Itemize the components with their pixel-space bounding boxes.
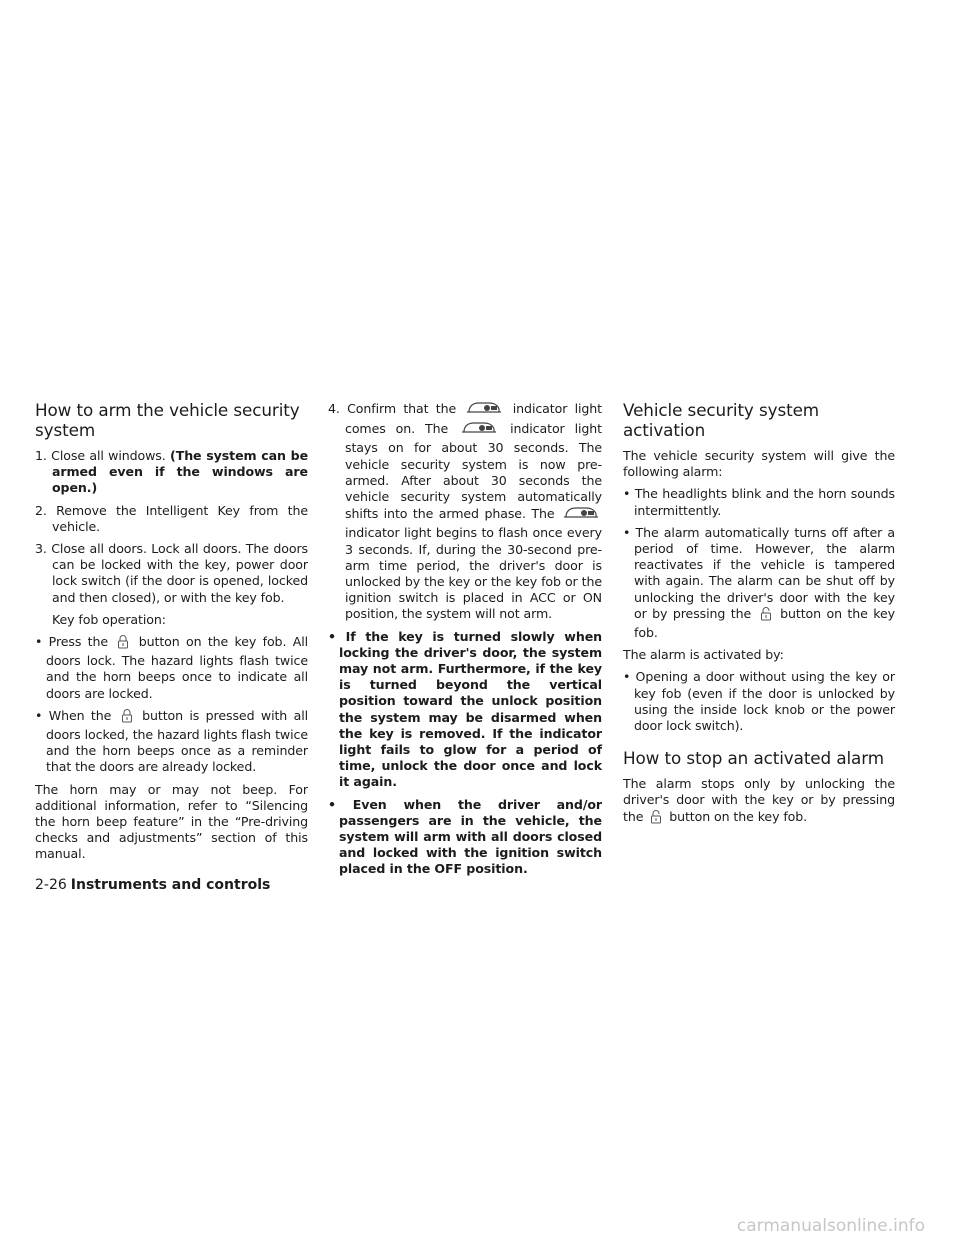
security-indicator-icon xyxy=(465,400,503,420)
bullet-alarm-turns-off: • The alarm automatically turns off after a period of time. However, the alarm reactivates if the vehicle is tampered with again. The alarm can be shut off by unlocking the driver's door with the key or by pressing the button on the key fob. xyxy=(623,524,896,641)
step-4: 4. Confirm that the indicator light comes on. The indicator light stays on for about 30 seconds. The vehicle security system is now pre-armed. After about 30 seconds the vehicle security system automatically shifts into the armed phase. The indicator light begins to flash once every 3 seconds. If, during the 30-second pre-arm time period, the driver's door is unlocked by the key or the key fob or the ignition switch is placed in ACC or ON position, the system will not arm. xyxy=(328,401,603,622)
unlock-button-icon xyxy=(759,606,773,625)
bullet-opening-door: • Opening a door without using the key or key fob (even if the door is unlocked by using the inside lock knob or the power door lock switch). xyxy=(623,669,895,734)
section-title: Instruments and controls xyxy=(70,877,271,893)
unlock-button-icon xyxy=(649,809,663,828)
step-1: 1. Close all windows. (The system can be armed even if the windows are open.) xyxy=(35,448,309,496)
watermark-text: carmanualsonline.info xyxy=(736,1216,925,1236)
page-number: 2-26 xyxy=(35,877,67,893)
horn-note: The horn may or may not beep. For additional information, refer to “Silencing the horn beep feature” in the “Pre-driving checks and adjustments” section of this manual. xyxy=(35,781,308,862)
heading-arm-security: How to arm the vehicle security system xyxy=(35,400,300,440)
activation-intro: The vehicle security system will give the following alarm: xyxy=(623,448,895,480)
security-indicator-icon xyxy=(562,505,600,525)
heading-activation: Vehicle security system activation xyxy=(623,400,820,440)
bullet-press-lock: • Press the button on the key fob. All doors lock. The hazard lights flash twice and the horn beeps once to indicate all doors are locked. xyxy=(35,634,309,701)
column-confirm-indicator xyxy=(328,400,602,884)
lock-button-icon xyxy=(120,708,134,727)
keyfob-label: Key fob operation: xyxy=(52,611,166,627)
bold-bullet-passengers: • Even when the driver and/or passengers are in the vehicle, the system will arm with all doors closed and locked with the ignition switch placed in the OFF position. xyxy=(328,796,602,877)
lock-button-icon xyxy=(116,634,130,653)
security-indicator-icon xyxy=(460,420,498,440)
column-activation xyxy=(623,400,895,834)
step-3: 3. Close all doors. Lock all doors. The doors can be locked with the key, power door lock switch (if the door is opened, locked and then closed), or with the key fob. xyxy=(35,541,308,605)
bullet-when-pressed: • When the button is pressed with all doors locked, the hazard lights flash twice and the horn beeps once as a reminder that the doors are already locked. xyxy=(35,707,309,775)
bullet-headlights: • The headlights blink and the horn sounds intermittently. xyxy=(623,486,895,518)
step-2: 2. Remove the Intelligent Key from the vehicle. xyxy=(35,502,308,534)
column-arm-security xyxy=(35,400,308,869)
heading-stop-alarm: How to stop an activated alarm xyxy=(623,748,884,769)
stop-alarm-text: The alarm stops only by unlocking the driver's door with the key or by pressing the button on the key fob. xyxy=(623,776,895,828)
activated-by-label: The alarm is activated by: xyxy=(623,647,784,663)
bold-bullet-key-slowly: • If the key is turned slowly when locking the driver's door, the system may not arm. Furthermore, if the key is turned beyond the vertical position toward the unlock position the system may be disarmed when the key is removed. If the indicator light fails to glow for a period of time, unlock the door once and lock it again. xyxy=(328,628,602,790)
page-footer xyxy=(35,876,270,894)
